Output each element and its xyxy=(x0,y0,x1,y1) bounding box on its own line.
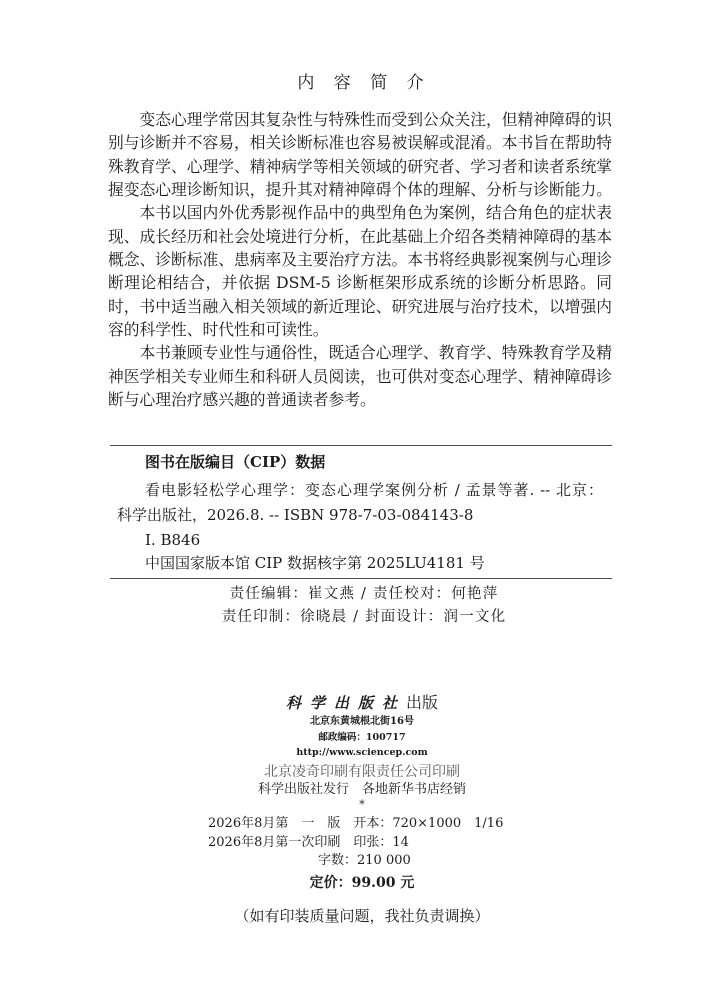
publisher-postcode: 邮政编码：100717 xyxy=(318,732,406,743)
summary-title: 内 容 简 介 xyxy=(297,73,431,93)
separator-asterisk: * xyxy=(359,798,365,811)
price: 定价：99.00 元 xyxy=(309,875,415,891)
cip-number: 中国国家版本馆 CIP 数据核字第 2025LU4181 号 xyxy=(145,554,485,572)
publisher-suffix: 出版 xyxy=(406,693,439,712)
cip-classification: Ⅰ. B846 xyxy=(145,531,201,549)
edition-line: 2026年8月第 一 版 开本：720×1000 1/16 xyxy=(208,816,504,831)
publisher-address: 北京东黄城根北街16号 xyxy=(310,716,414,727)
summary-paragraph: 变态心理学常因其复杂性与特殊性而受到公众关注，但精神障碍的识别与诊断并不容易，相关诊断标准也容易被误解或混淆。本书旨在帮助特殊教育学、心理学、精神病学等相关领域的研究者、学习者和读者系统掌握变态心理诊断知识，提升其对精神障碍个体的理解、分析与诊断能力。 xyxy=(108,110,612,199)
cip-bottom-rule xyxy=(110,578,612,579)
printing-line: 2026年8月第一次印刷 印张：14 xyxy=(208,835,409,850)
summary-paragraph: 本书以国内外优秀影视作品中的典型角色为案例，结合角色的症状表现、成长经历和社会处境进行分析，在此基础上介绍各类精神障碍的基本概念、诊断标准、患病率及主要治疗方法。本书将经典影视案例与心理诊断理论相结合，并依据 DSM-5 诊断框架形成系统的诊断分析思路。同时，书中适当融入相关领域的新近理论、研究进展与治疗技术，以增强内容的科学性、时代性和可读性。 xyxy=(108,203,612,339)
word-count: 字数：210 000 xyxy=(318,853,411,868)
printer-line: 北京凌奇印刷有限责任公司印刷 xyxy=(264,764,460,780)
cip-record-line: 科学出版社，2026.8. -- ISBN 978-7-03-084143-8 xyxy=(117,506,474,524)
credits-editors: 责任编辑：崔文燕 / 责任校对：何艳萍 xyxy=(229,586,499,602)
publisher-website: http://www.sciencep.com xyxy=(296,747,428,758)
summary-paragraph: 本书兼顾专业性与通俗性，既适合心理学、教育学、特殊教育学及精神医学相关专业师生和科研人员阅读，也可供对变态心理学、精神障碍诊断与心理治疗感兴趣的普通读者参考。 xyxy=(108,343,612,409)
summary-body xyxy=(108,108,612,411)
publisher-name: 科学出版社 xyxy=(285,694,406,712)
publisher-line xyxy=(2,693,720,713)
cip-record-line: 看电影轻松学心理学：变态心理学案例分析 / 孟景等著. -- 北京： xyxy=(145,481,603,499)
cip-heading: 图书在版编目（CIP）数据 xyxy=(145,453,326,471)
distribution-line: 科学出版社发行 各地新华书店经销 xyxy=(257,782,466,797)
quality-note: （如有印装质量问题，我社负责调换） xyxy=(234,907,490,925)
credits-production: 责任印制：徐晓晨 / 封面设计：润一文化 xyxy=(221,609,507,625)
cip-top-rule xyxy=(110,445,612,446)
